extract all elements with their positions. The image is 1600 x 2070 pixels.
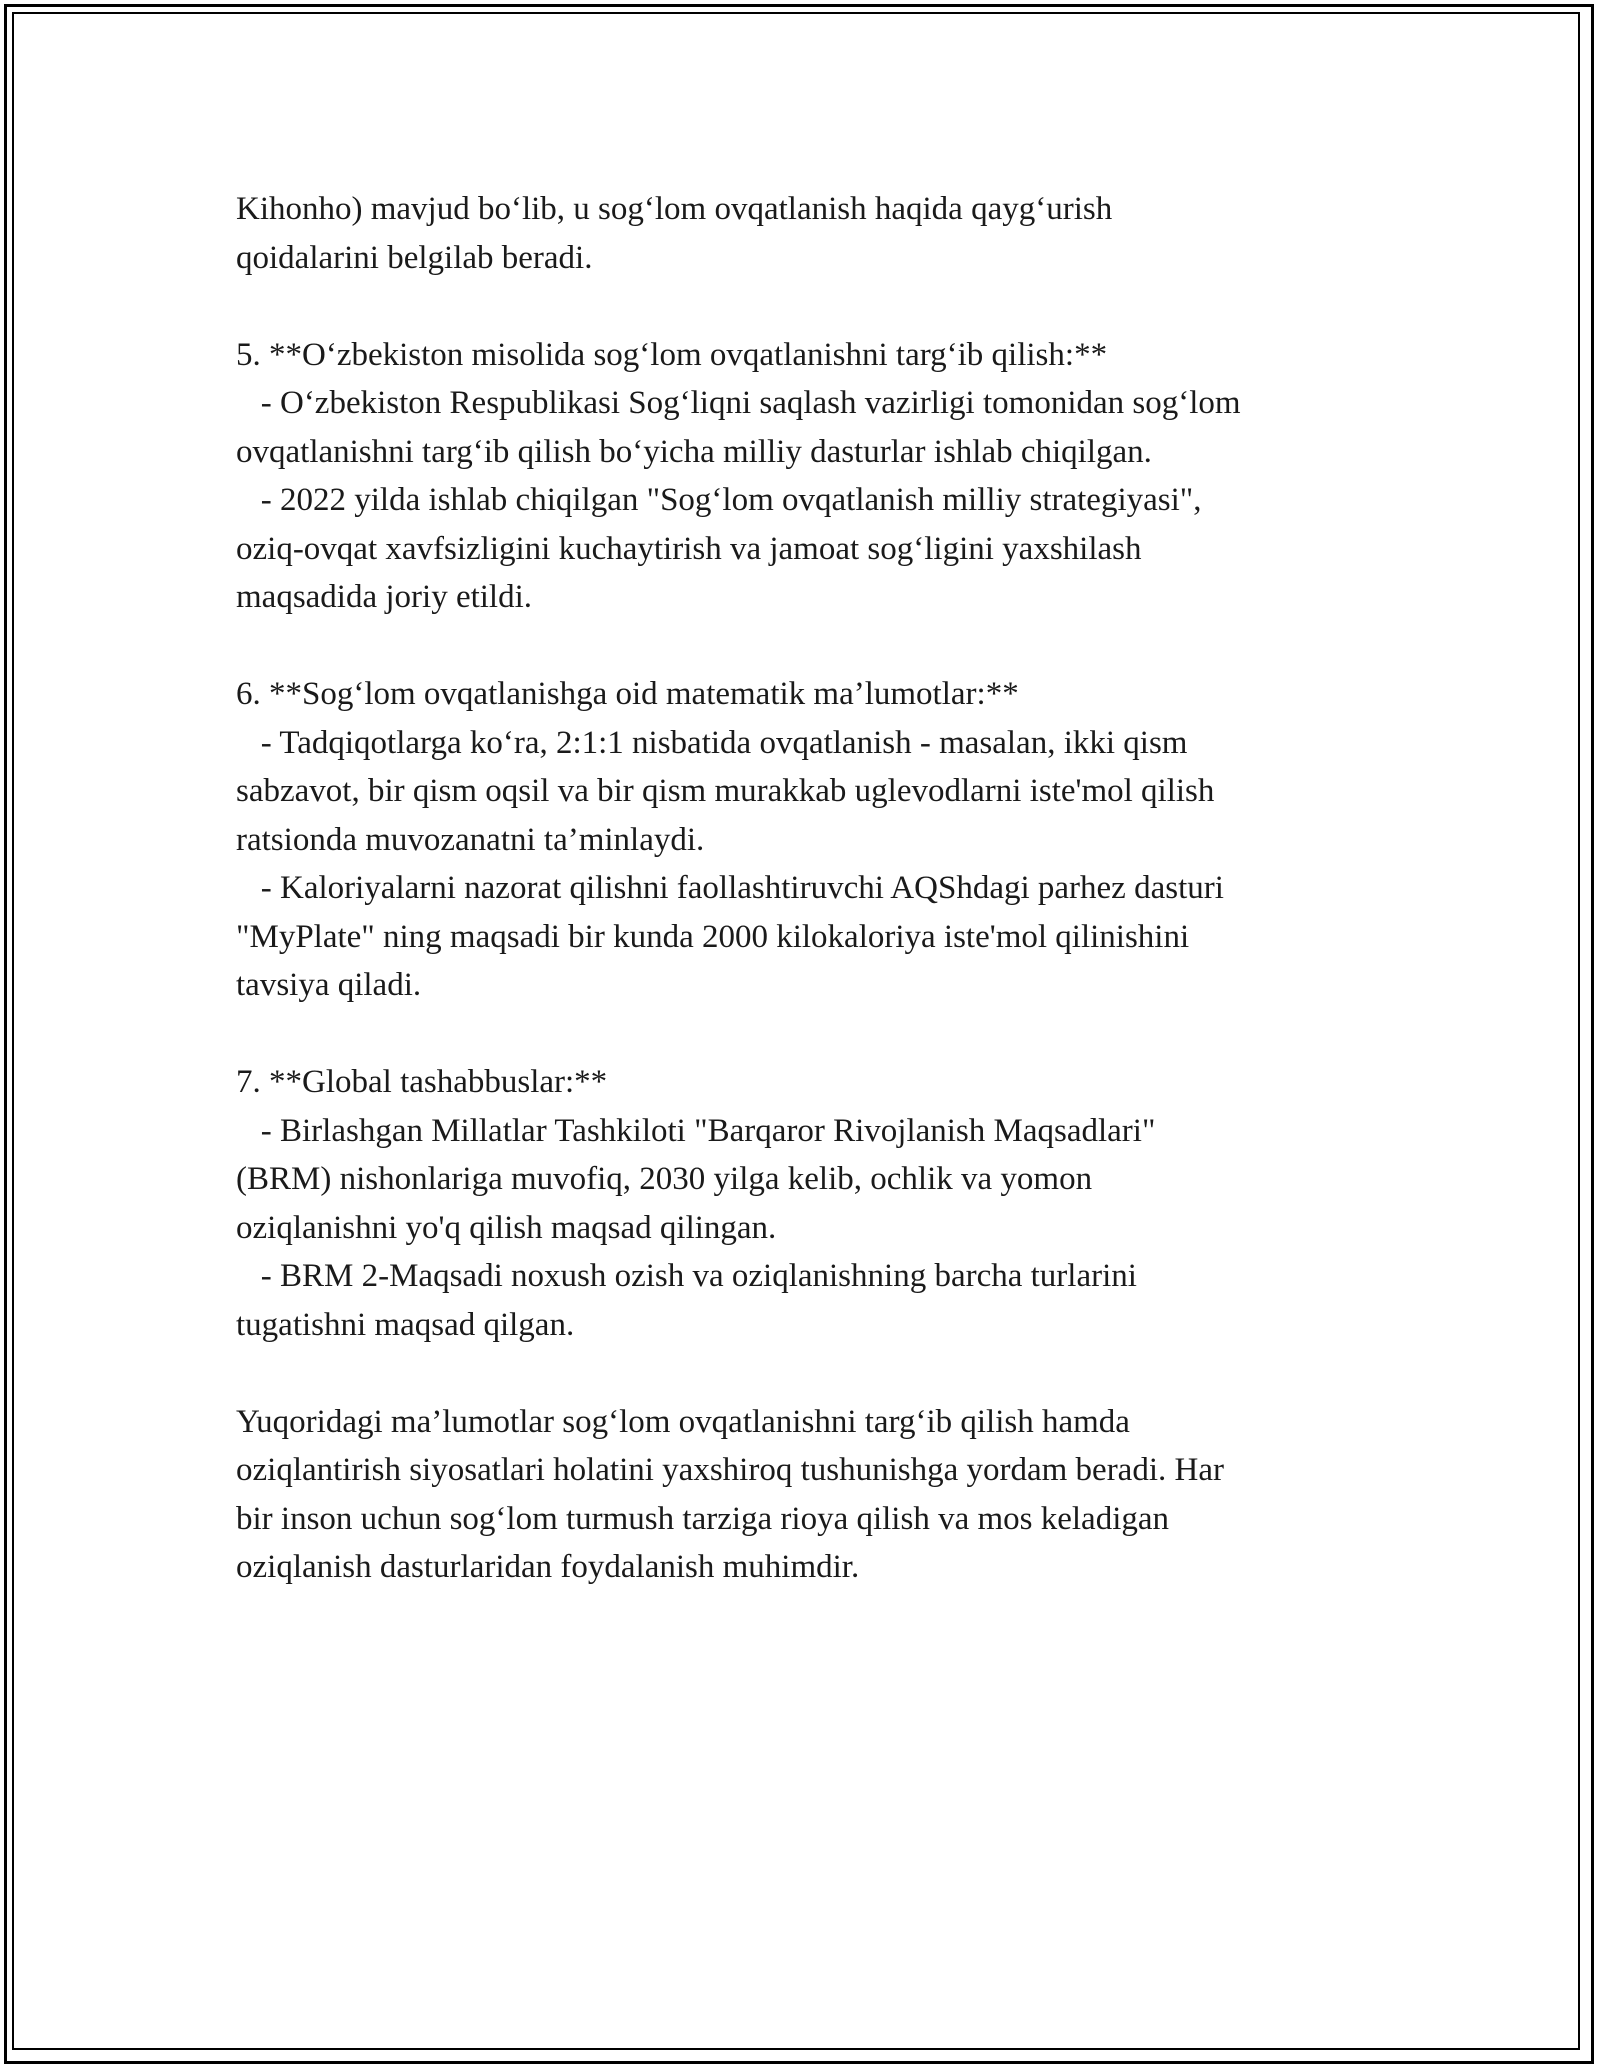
text-line: qoidalarini belgilab beradi. [236,239,593,276]
text-line: Kihonho) mavjud bo‘lib, u sog‘lom ovqatlanish haqida qayg‘urish [236,191,1113,227]
text-line: (BRM) nishonlariga muvofiq, 2030 yilga kelib, ochlik va yomon [236,1161,1093,1197]
text-line: oziqlanish dasturlaridan foydalanish muhimdir. [236,1549,860,1585]
paragraph-conclusion [236,1398,1386,1592]
text-line: - O‘zbekiston Respublikasi Sog‘liqni saqlash vazirligi tomonidan sog‘lom [236,385,1241,421]
paragraph-intro-continuation [236,185,1386,282]
text-line: tugatishni maqsad qilgan. [236,1306,575,1343]
text-line: ratsionda muvozanatni ta’minlaydi. [236,821,705,858]
text-line: oziq-ovqat xavfsizligini kuchaytirish va jamoat sog‘ligini yaxshilash [236,530,1142,567]
section-heading: 7. **Global tashabbuslar:** [236,1064,608,1100]
text-line: tavsiya qiladi. [236,967,422,1003]
text-line: "MyPlate" ning maqsadi bir kunda 2000 kilokaloriya iste'mol qilinishini [236,918,1190,955]
text-line: - Tadqiqotlarga ko‘ra, 2:1:1 nisbatida ovqatlanish - masalan, ikki qism [236,724,1188,761]
paragraph-section-6 [236,670,1386,1010]
paragraph-section-7 [236,1058,1386,1349]
paragraph-section-5 [236,331,1386,622]
text-line: - BRM 2-Maqsadi noxush ozish va oziqlanishning barcha turlarini [236,1258,1137,1294]
text-line: bir inson uchun sog‘lom turmush tarziga rioya qilish va mos keladigan [236,1500,1170,1537]
text-line: Yuqoridagi ma’lumotlar sog‘lom ovqatlanishni targ‘ib qilish hamda [236,1403,1130,1440]
section-heading: 6. **Sog‘lom ovqatlanishga oid matematik ma’lumotlar:** [236,676,1019,712]
text-line: - 2022 yilda ishlab chiqilgan "Sog‘lom ovqatlanish milliy strategiyasi", [236,482,1202,518]
text-line: maqsadida joriy etildi. [236,579,533,615]
text-line: oziqlanishni yo'q qilish maqsad qilingan. [236,1209,777,1246]
text-line: - Birlashgan Millatlar Tashkiloti "Barqaror Rivojlanish Maqsadlari" [236,1112,1156,1149]
text-line: - Kaloriyalarni nazorat qilishni faollashtiruvchi AQShdagi parhez dasturi [236,870,1224,906]
text-line: sabzavot, bir qism oqsil va bir qism murakkab uglevodlarni iste'mol qilish [236,773,1215,809]
section-heading: 5. **O‘zbekiston misolida sog‘lom ovqatlanishni targ‘ib qilish:** [236,336,1108,373]
text-line: ovqatlanishni targ‘ib qilish bo‘yicha milliy dasturlar ishlab chiqilgan. [236,433,1152,470]
text-line: oziqlantirish siyosatlari holatini yaxshiroq tushunishga yordam beradi. Har [236,1452,1224,1488]
document-body [236,185,1386,1640]
